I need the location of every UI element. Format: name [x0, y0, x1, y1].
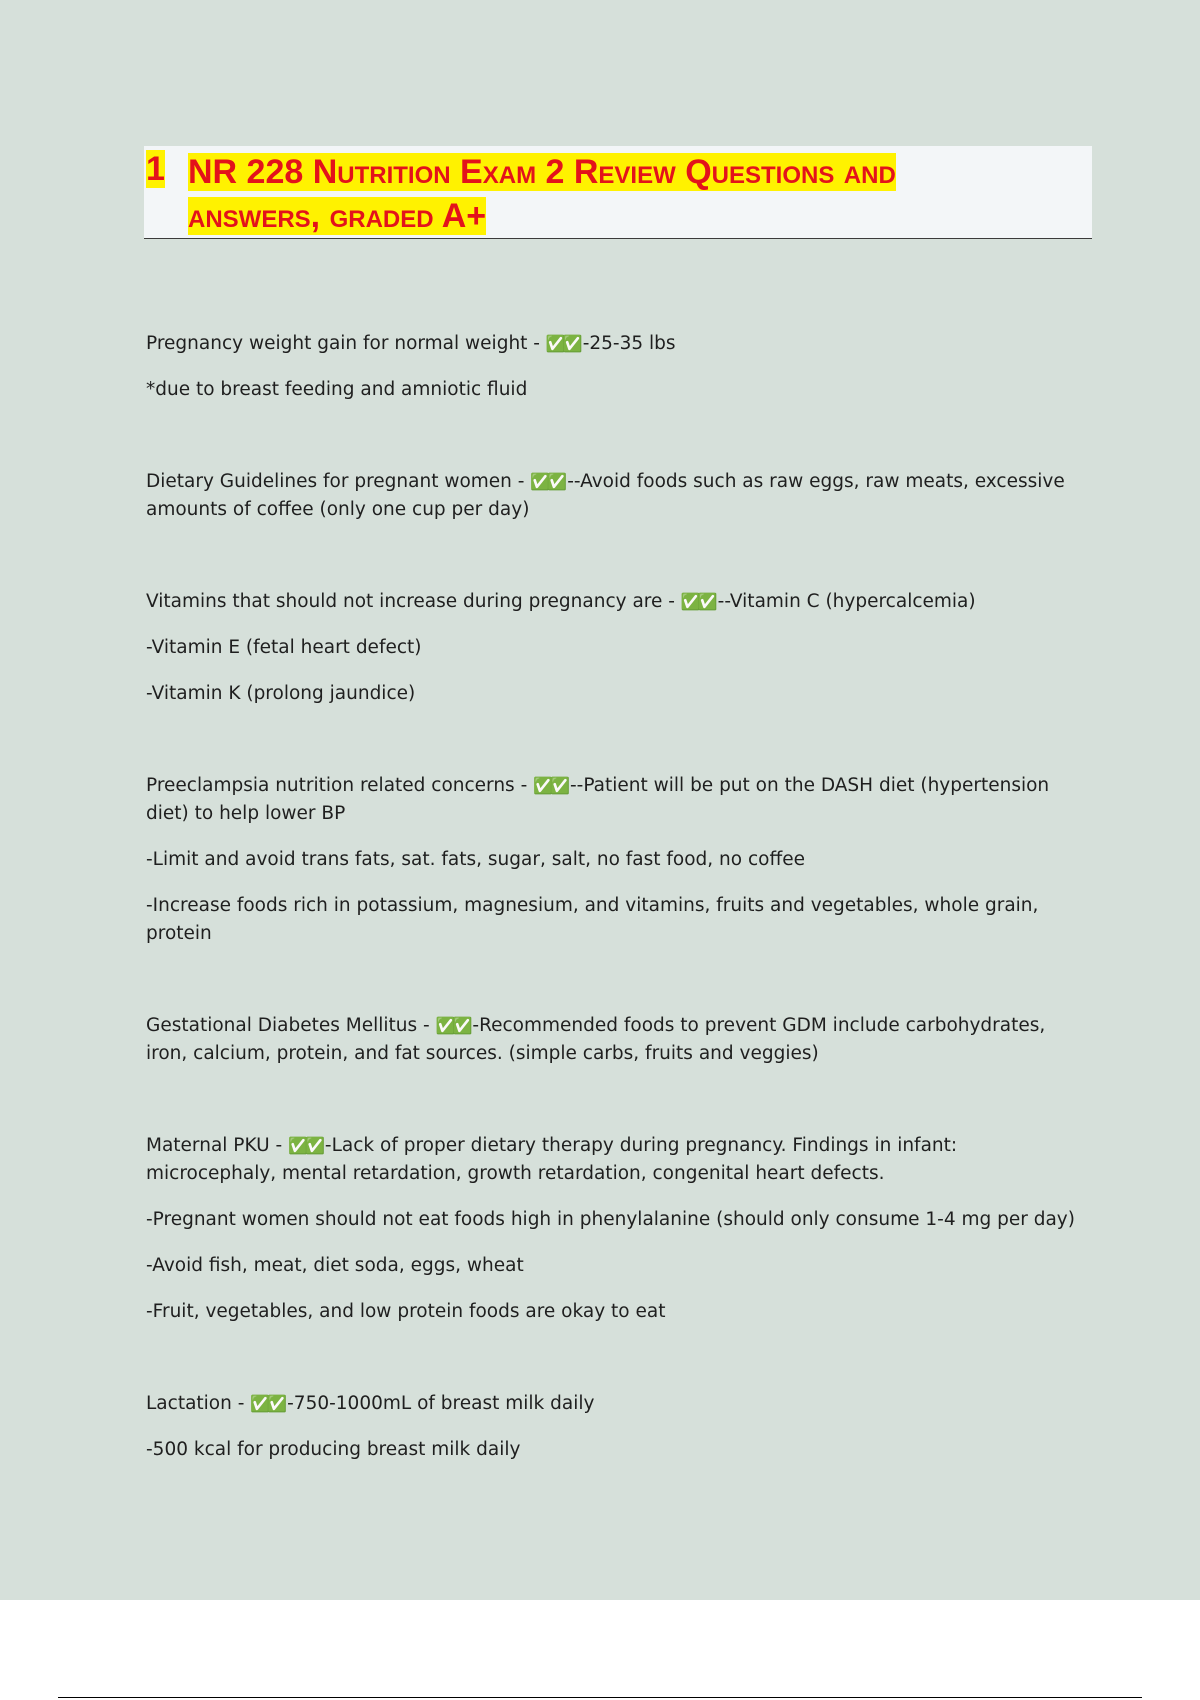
double-check-icon: ✅✅ [545, 334, 580, 353]
double-check-icon: ✅✅ [435, 1016, 470, 1035]
qa-question-line [146, 468, 1092, 524]
question-text: Dietary Guidelines for pregnant women [146, 471, 512, 492]
answer-line: -Pregnant women should not eat foods high in phenylalanine (should only consume 1-4 mg per day) [146, 1209, 1075, 1230]
answer-text: -Recommended foods to prevent GDM include carbohydrates, iron, calcium, protein, and fat sources. (simple carbs, fruits and veggies) [146, 1015, 1046, 1064]
question-text: Vitamins that should not increase during pregnancy are [146, 591, 663, 612]
answer-text: --Avoid foods such as raw eggs, raw meats, excessive amounts of coffee (only one cup per day) [146, 471, 1065, 520]
footer-divider [58, 1697, 1142, 1698]
double-check-icon: ✅✅ [530, 472, 565, 491]
answer-line: -Increase foods rich in potassium, magnesium, and vitamins, fruits and vegetables, whole grain, protein [146, 895, 1039, 944]
heading-title: NR 228 Nutrition Exam 2 Review Questions and answers, graded A+ [188, 153, 896, 235]
question-text: Maternal PKU [146, 1135, 270, 1156]
answer-line: -Limit and avoid trans fats, sat. fats, sugar, salt, no fast food, no coffee [146, 849, 805, 870]
question-text: Gestational Diabetes Mellitus [146, 1015, 418, 1036]
answer-line: -500 kcal for producing breast milk daily [146, 1439, 521, 1460]
heading-title-wrap [188, 150, 1018, 238]
separator: - [527, 333, 546, 354]
double-check-icon: ✅✅ [533, 776, 567, 795]
separator: - [231, 1393, 251, 1414]
qa-question-line [146, 588, 1092, 616]
qa-item [146, 1390, 1092, 1464]
answer-line: -Avoid fish, meat, diet soda, eggs, wheat [146, 1255, 524, 1276]
answer-line: -Vitamin K (prolong jaundice) [146, 683, 416, 704]
qa-question-line [146, 1390, 1092, 1418]
double-check-icon: ✅✅ [288, 1136, 322, 1155]
answer-text: -750-1000mL of breast milk daily [287, 1393, 595, 1414]
answer-text: --Patient will be put on the DASH diet (hypertension diet) to help lower BP [146, 775, 1050, 824]
separator: - [511, 471, 531, 492]
qa-question-line [146, 330, 1092, 358]
qa-item [146, 588, 1092, 708]
qa-item [146, 1132, 1092, 1326]
answer-line: *due to breast feeding and amniotic fluid [146, 379, 528, 400]
question-text: Lactation [146, 1393, 232, 1414]
answer-text: -Lack of proper dietary therapy during pregnancy. Findings in infant: microcephaly, mental retardation, growth retardation, congenital heart defects. [146, 1135, 958, 1184]
qa-item [146, 330, 1092, 404]
separator: - [514, 775, 534, 796]
answer-text: -25-35 lbs [582, 333, 676, 354]
qa-question-line [146, 1012, 1092, 1068]
double-check-icon: ✅✅ [680, 592, 715, 611]
separator: - [269, 1135, 289, 1156]
question-text: Pregnancy weight gain for normal weight [146, 333, 528, 354]
heading-number: 1 [146, 150, 165, 188]
answer-line: -Fruit, vegetables, and low protein foods are okay to eat [146, 1301, 666, 1322]
separator: - [662, 591, 681, 612]
document-heading [144, 146, 1092, 239]
answer-line: -Vitamin E (fetal heart defect) [146, 637, 422, 658]
qa-list [146, 330, 1092, 1528]
separator: - [417, 1015, 436, 1036]
answer-text: --Vitamin C (hypercalcemia) [717, 591, 976, 612]
qa-item [146, 772, 1092, 948]
question-text: Preeclampsia nutrition related concerns [146, 775, 515, 796]
qa-item [146, 468, 1092, 524]
double-check-icon: ✅✅ [250, 1394, 285, 1413]
qa-question-line [146, 772, 1092, 828]
qa-question-line [146, 1132, 1092, 1188]
qa-item [146, 1012, 1092, 1068]
